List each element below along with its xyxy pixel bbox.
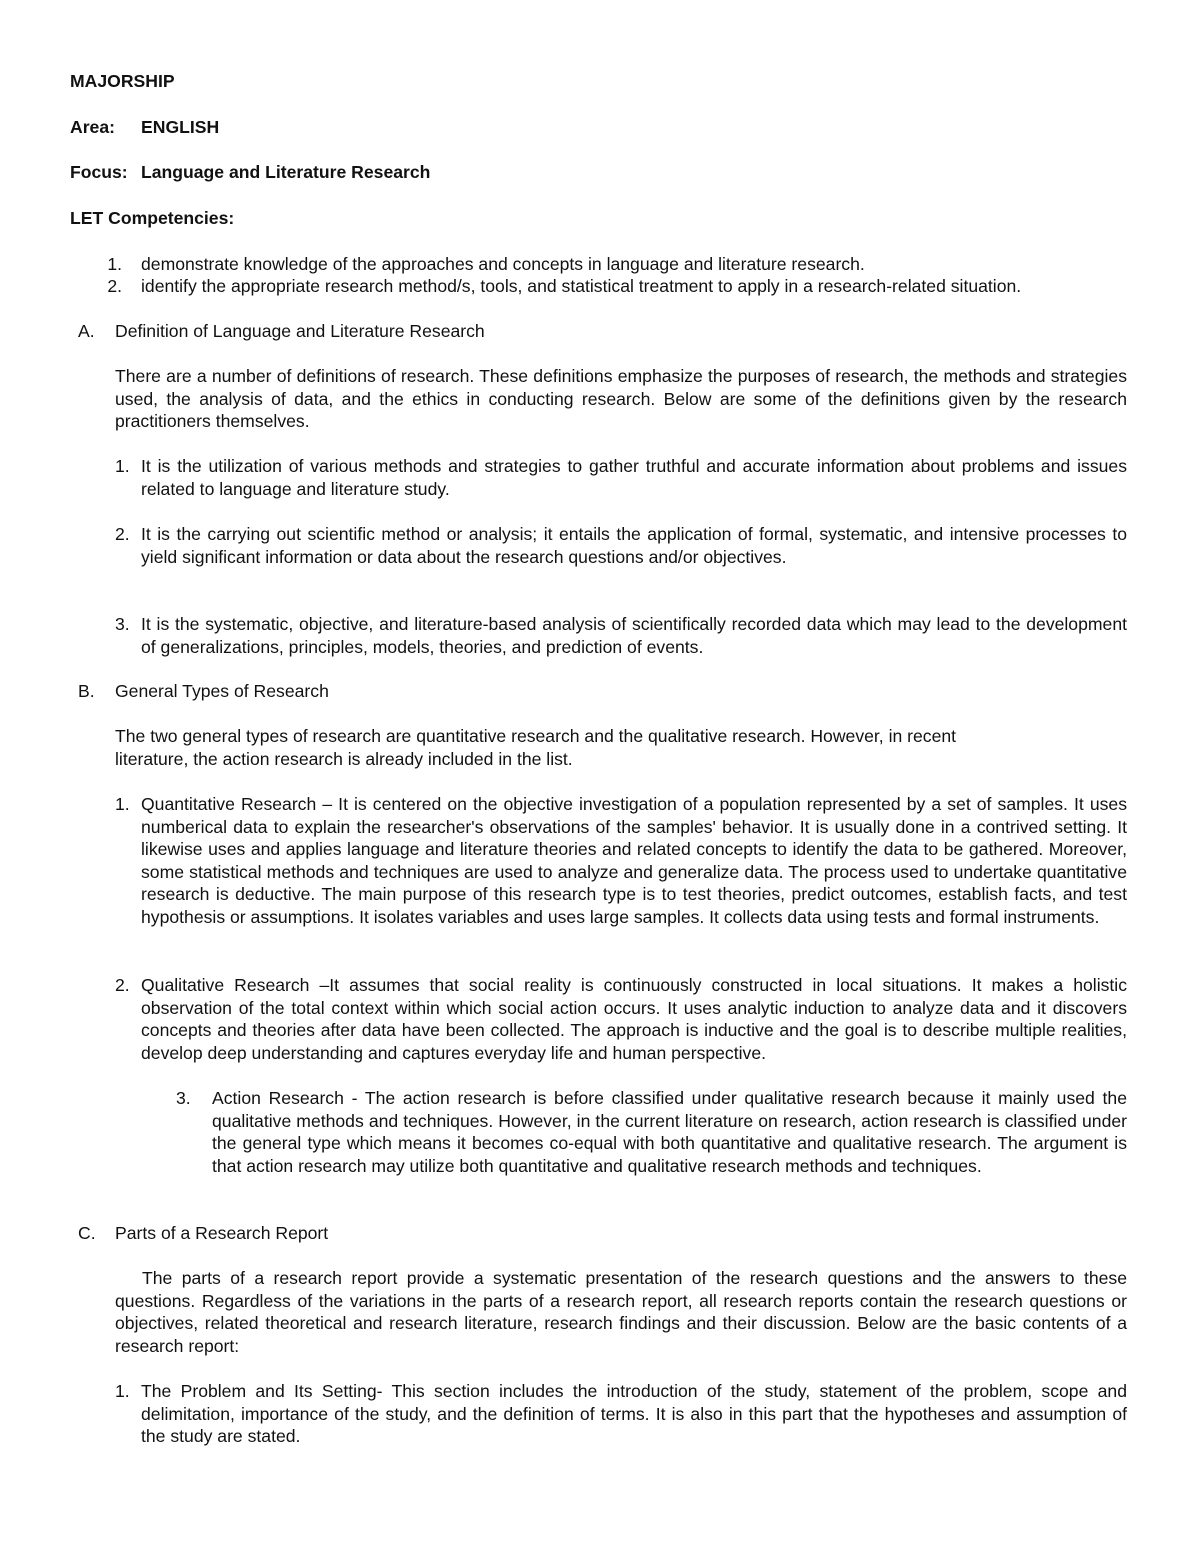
majorship-heading: MAJORSHIP bbox=[70, 71, 175, 91]
list-number: 1. bbox=[115, 456, 130, 476]
research-type-item: Qualitative Research –It assumes that social reality is continuously constructed in local situations. It makes a holistic observation of the total context within which social action occurs. It uses analytic induction to analyze data and it discovers concepts and theories after data have been collected. The approach is inductive and the goal is to describe multiple realities, develop deep understanding and captures everyday life and human perspective. bbox=[141, 975, 1127, 1063]
research-type-item: Action Research - The action research is before classified under qualitative research because it mainly used the qualitative methods and techniques. However, in the current literature on research, action research is classified under the general type which means it becomes co-equal with both quantitative and qualitative research. The argument is that action research may utilize both quantitative and qualitative research methods and techniques. bbox=[212, 1088, 1127, 1176]
definition-item: It is the utilization of various methods and strategies to gather truthful and accurate information about problems and issues related to language and literature study. bbox=[141, 456, 1127, 499]
section-a-intro: There are a number of definitions of research. These definitions emphasize the purposes of research, the methods and strategies used, the analysis of data, and the ethics in conducting research. Below are some of the definitions given by the research practitioners themselves. bbox=[115, 366, 1127, 432]
research-type-item: Quantitative Research – It is centered on the objective investigation of a population represented by a set of samples. It uses numberical data to explain the researcher's observations of the samples' behavior. It is usually done in a contrived setting. It likewise uses and applies language and literature theories and related concepts to identify the data to be gathered. Moreover, some statistical methods and techniques are used to analyze and generalize data. The process used to undertake quantitative research is deductive. The main purpose of this research type is to test theories, predict outcomes, establish facts, and test hypothesis or assumptions. It isolates variables and uses large samples. It collects data using tests and formal instruments. bbox=[141, 794, 1127, 927]
competency-item: demonstrate knowledge of the approaches and concepts in language and literature research. bbox=[141, 254, 865, 274]
competency-number: 2. bbox=[107, 276, 122, 296]
section-letter: C. bbox=[78, 1223, 96, 1243]
list-number: 2. bbox=[115, 524, 130, 544]
section-b-intro-line: literature, the action research is already included in the list. bbox=[115, 749, 573, 769]
section-c-intro: The parts of a research report provide a systematic presentation of the research questions and the answers to these questions. Regardless of the variations in the parts of a research report, all research reports contain the research questions or objectives, related theoretical and research literature, research findings and their discussion. Below are the basic contents of a research report: bbox=[115, 1268, 1127, 1356]
focus-value: Language and Literature Research bbox=[141, 162, 431, 182]
competency-number: 1. bbox=[107, 254, 122, 274]
section-a-title: Definition of Language and Literature Research bbox=[115, 321, 485, 341]
area-value: ENGLISH bbox=[141, 117, 220, 137]
competency-item: identify the appropriate research method/s, tools, and statistical treatment to apply in a research-related situation. bbox=[141, 276, 1022, 296]
focus-label: Focus: bbox=[70, 162, 128, 182]
section-b-intro-line: The two general types of research are quantitative research and the qualitative research. However, in recent bbox=[115, 726, 957, 746]
report-part-item: The Problem and Its Setting- This section includes the introduction of the study, statement of the problem, scope and delimitation, importance of the study, and the definition of terms. It is also in this part that the hypotheses and assumption of the study are stated. bbox=[141, 1381, 1127, 1447]
definition-item: It is the systematic, objective, and literature-based analysis of scientifically recorded data which may lead to the development of generalizations, principles, models, theories, and prediction of events. bbox=[141, 614, 1127, 657]
list-number: 3. bbox=[115, 614, 130, 634]
competencies-heading: LET Competencies: bbox=[70, 208, 235, 228]
list-number: 1. bbox=[115, 1381, 130, 1401]
list-number: 2. bbox=[115, 975, 130, 995]
section-letter: A. bbox=[78, 321, 95, 341]
section-letter: B. bbox=[78, 681, 95, 701]
definition-item: It is the carrying out scientific method or analysis; it entails the application of formal, systematic, and intensive processes to yield significant information or data about the research questions and/or objectives. bbox=[141, 524, 1127, 567]
section-b-title: General Types of Research bbox=[115, 681, 329, 701]
list-number: 3. bbox=[176, 1088, 191, 1108]
area-label: Area: bbox=[70, 117, 115, 137]
section-c-title: Parts of a Research Report bbox=[115, 1223, 329, 1243]
list-number: 1. bbox=[115, 794, 130, 814]
